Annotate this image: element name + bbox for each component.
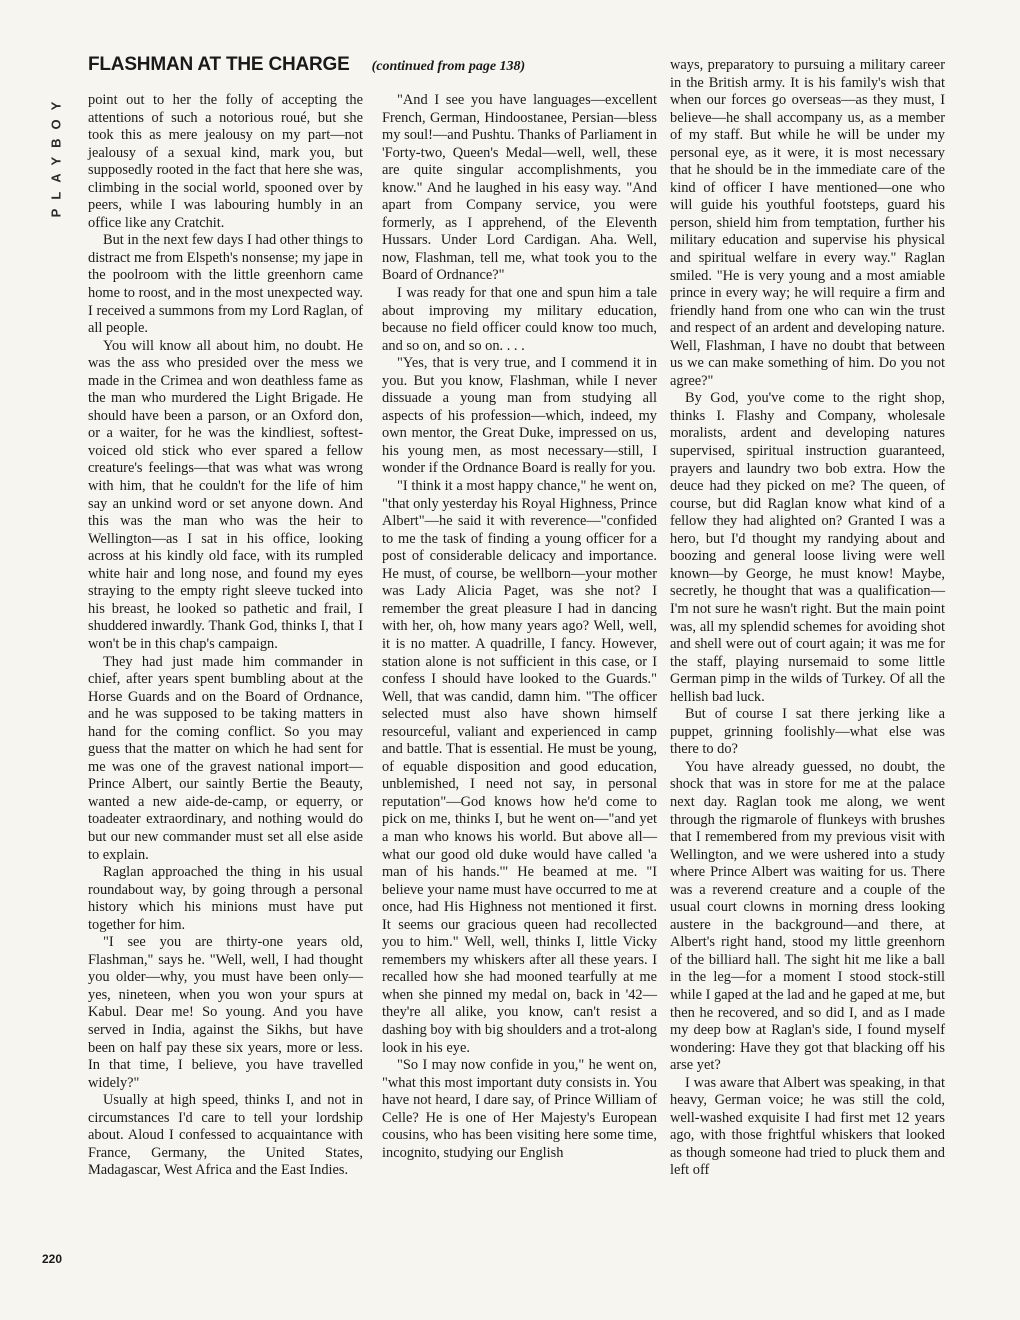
paragraph: "I think it a most happy chance," he went on, "that only yesterday his Royal Highness, Prince Albert"—he said it with reverence—"confided to me the task of finding a young officer for a post of considerable delicacy and importance. He must, of course, be wellborn—your mother was Lady Alicia Paget, was she not? I remember the great pleasure I had in dancing with her, oh, how many years ago? Well, well, it is no matter. A quadrille, I fancy. However, station alone is not sufficient in this case, or I confess I should have looked to the Guards." Well, that was candid, damn him. "The officer selected must also have shown himself resourceful, valiant and experienced in camp and battle. That is essential. He must be young, of equable disposition and good education, unblemished, I need not say, in personal reputation"—God knows how he'd come to pick on me, thinks I, but he went on—"and yet a man who knows his world. But above all—what our good old duke would have called 'a man of his hands.'" He beamed at me. "I believe your name must have occurred to me at once, had His Highness not mentioned it first. It seems our gracious queen had recollected you to him." Well, well, thinks I, little Vicky remembers my whiskers after all these years. I recalled how she had mooned tearfully at me when she pinned my medal on, back in '42—they're all alike, you know, can't resist a dashing boy with big shoulders and a trot-along look in his eye.	[382, 478, 657, 1056]
continued-note: (continued from page 138)	[371, 59, 526, 74]
paragraph: point out to her the folly of accepting the attentions of such a notorious roué, but she took this as mere jealousy on my part—not jealousy of a sexual kind, mark you, but supposedly rooted in the fact that here she was, climbing in the social world, spooned over by peers, while I was labouring humbly in an office like any Cratchit.	[88, 92, 363, 231]
paragraph: You will know all about him, no doubt. He was the ass who presided over the mess we made in the Crimea and won deathless fame as the man who murdered the Light Brigade. He should have been a parson, or an Oxford don, or a waiter, for he was the kindliest, softest-voiced old stick who ever spared a fellow creature's feelings—that was what was wrong with him, that he couldn't for the life of him say an unkind word or set anyone down. And this was the man who was the heir to Wellington—as I sat in his office, looking across at his kindly old face, with its rumpled white hair and long nose, and found my eyes straying to the empty right sleeve tucked into his breast, he looked so pathetic and frail, I shuddered inwardly. Thank God, thinks I, that I won't be in this chap's campaign.	[88, 337, 363, 652]
paragraph: They had just made him commander in chief, after years spent bumbling about at the Horse Guards and on the Board of Ordnance, and he was supposed to be taking matters in hand for the coming conflict. So you may guess that the matter on which he had sent for me was one of the gravest national import—Prince Albert, our saintly Bertie the Beauty, wanted a new aide-de-camp, or equerry, or toadeater extraordinary, and nothing would do but our new commander must set all else aside to explain.	[88, 653, 363, 863]
magazine-name: PLAYBOY	[48, 92, 64, 218]
article-header	[88, 54, 648, 88]
paragraph: "And I see you have languages—excellent French, German, Hindoostanee, Persian—bless my soul!—and Pushtu. Thanks of Parliament in 'Forty-two, Queen's Medal—well, well, these are quite singular accomplishments, you know." And he laughed in his easy way. "And apart from Company service, you were formerly, as I apprehend, of the Eleventh Hussars. Under Lord Cardigan. Aha. Well, now, Flashman, tell me, what took you to the Board of Ordnance?"	[382, 92, 657, 284]
paragraph: "So I may now confide in you," he went on, "what this most important duty consists in. You have not heard, I dare say, of Prince William of Celle? He is one of Her Majesty's European cousins, who has been visiting here some time, incognito, studying our English	[382, 1057, 657, 1161]
magazine-spine-label	[44, 60, 68, 250]
paragraph: Usually at high speed, thinks I, and not in circumstances I'd care to tell your lordship about. Aloud I confessed to acquaintance with France, Germany, the United States, Madagascar, West Africa and the East Indies.	[88, 1092, 363, 1179]
paragraph: "Yes, that is very true, and I commend it in you. But you know, Flashman, while I never dissuade a young man from studying all aspects of his profession—which, indeed, my own mentor, the Great Duke, impressed on us, his young men, as most necessary—still, I wonder if the Ordnance Board is really for you.	[382, 355, 657, 477]
text-column-3	[670, 57, 945, 1285]
paragraph: By God, you've come to the right shop, thinks I. Flashy and Company, wholesale moralists, ardent and developing natures supervised, spiritual instruction guaranteed, prayers and laundry two bob extra. How the deuce had they picked on me? The queen, of course, but did Raglan know what kind of a fellow they had alighted on? Granted I was a hero, but I'd thought my randying about and boozing and general loose living were well known—by George, he must know! Maybe, secretly, he thought that was a qualification—I'm not sure he wasn't right. But the main point was, all my splendid schemes for avoiding shot and shell were out of court again; it was me for the staff, playing nursemaid to some little German pimp in the wilds of Turkey. Of all the hellish bad luck.	[670, 390, 945, 705]
text-column-2	[382, 92, 657, 1282]
paragraph: But of course I sat there jerking like a puppet, grinning foolishly—what else was there to do?	[670, 706, 945, 758]
article-title: FLASHMAN AT THE CHARGE	[88, 54, 350, 75]
paragraph: Raglan approached the thing in his usual roundabout way, by going through a personal history which his minions must have put together for him.	[88, 864, 363, 933]
paragraph: "I see you are thirty-one years old, Flashman," says he. "Well, well, I had thought you older—why, you must have been only—yes, nineteen, when you won your spurs at Kabul. Dear me! So young. And you have served in India, against the Sikhs, but have been on half pay these six years, more or less. In that time, I believe, you have travelled widely?"	[88, 934, 363, 1091]
paragraph: I was aware that Albert was speaking, in that heavy, German voice; he was still the cold, well-washed exquisite I had first met 12 years ago, with those frightful whiskers that looked as though someone had tried to pluck them and left off	[670, 1074, 945, 1179]
paragraph: I was ready for that one and spun him a tale about improving my military education, because no field officer could know too much, and so on, and so on. . . .	[382, 285, 657, 354]
paragraph: But in the next few days I had other things to distract me from Elspeth's nonsense; my jape in the poolroom with the little greenhorn came home to roost, and in the most unexpected way. I received a summons from my Lord Raglan, of all people.	[88, 232, 363, 337]
page-number: 220	[42, 1252, 63, 1266]
text-column-1	[88, 92, 363, 1282]
paragraph: You have already guessed, no doubt, the shock that was in store for me at the palace next day. Raglan took me along, we went through the rigmarole of flunkeys with brushes that I remembered from my previous visit with Wellington, and we were ushered into a study where Prince Albert was waiting for us. There was a reverend creature and a couple of the usual court clowns in morning dress looking austere in the background—and there, at Albert's right hand, stood my little greenhorn of the billiard hall. The sight hit me like a ball in the leg—for a moment I stood stock-still while I gaped at the lad and he gaped at me, but then he recovered, and so did I, and as I made my deep bow at Raglan's side, I found myself wondering: Have they got that blacking off his arse yet?	[670, 758, 945, 1074]
paragraph: ways, preparatory to pursuing a military career in the British army. It is his family's wish that when our forces go overseas—as they must, I believe—he shall accompany us, as a member of my staff. But while he will be under my personal eye, as it were, it is most necessary that he should be in the immediate care of the kind of officer I have mentioned—one who will guide his youthful footsteps, guard his person, shield him from temptation, further his military education and supervise his physical and spiritual welfare in every way." Raglan smiled. "He is very young and a most amiable prince in every way; he will require a firm and friendly hand from one who can win the trust and respect of an ardent and developing nature. Well, Flashman, I have no doubt that between us we can make something of him. Do you not agree?"	[670, 57, 945, 389]
